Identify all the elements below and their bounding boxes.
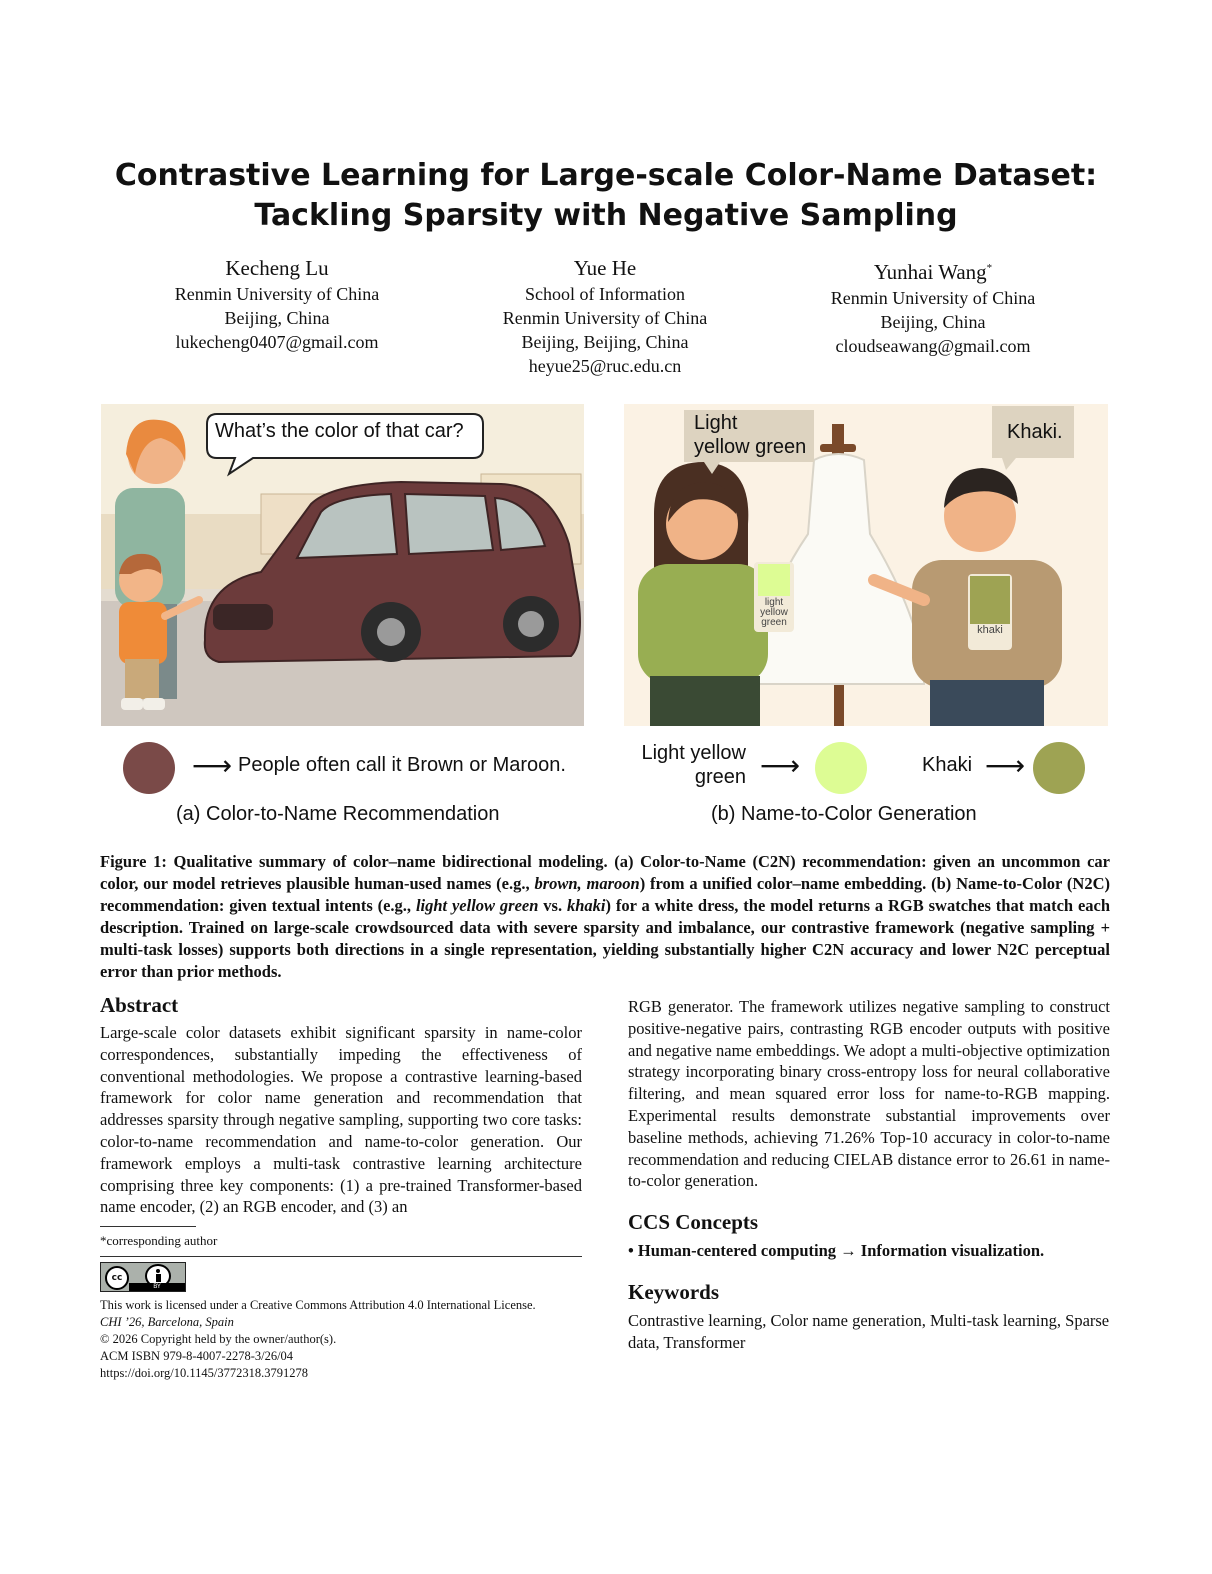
cc-by-badge [100,1262,186,1292]
cc-icon: cc [105,1266,129,1290]
swatch-brown [123,742,175,794]
footnote: *corresponding author [100,1233,218,1248]
license-statement: This work is licensed under a Creative Commons Attribution 4.0 International License. [100,1298,536,1312]
corresponding-mark: * [986,262,993,274]
author-department: School of Information [525,284,685,304]
cc-by-label: BY [129,1283,185,1291]
figure-panel-b [624,404,1108,726]
author-name: Kecheng Lu [225,256,329,280]
arrow-right-icon: ⟶ [192,750,233,781]
c2n-result-text: People often call it Brown or Maroon. [238,754,566,776]
copyright: © 2026 Copyright held by the owner/author(s). [100,1332,337,1346]
bubble-left-text: Light yellow green [694,412,807,458]
swatch-light-yellow-green [815,742,867,794]
keywords-text: Contrastive learning, Color name generation, Multi-task learning, Sparse data, Transformer [628,1311,1110,1352]
subfigure-caption-a: (a) Color-to-Name Recommendation [176,803,500,825]
doi-link[interactable]: https://doi.org/10.1145/3772318.3791278 [100,1366,308,1380]
title-line-2: Tackling Sparsity with Negative Sampling [254,198,958,233]
ccs-concepts: • Human-centered computing → Information visualization. [628,1241,1045,1260]
author-email: heyue25@ruc.edu.cn [528,356,682,376]
license-rule [100,1256,582,1257]
author-name: Yunhai Wang* [873,260,993,284]
author-email: lukecheng0407@gmail.com [175,332,379,352]
figure-caption: Figure 1: Qualitative summary of color–name bidirectional modeling. (a) Color-to-Name (C2N) recommendation: given an uncommon car color, our model retrieves plausible human-used names (e.g., brown, maroon) from a unified color–name embedding. (b) Name-to-Color (N2C) recommendation: given textual intents (e.g., light yellow green vs. khaki) for a white dress, the model returns a RGB swatches that match each description. Trained on large-scale crowdsourced data with severe sparsity and imbalance, our contrastive framework (negative sampling + multi-task losses) supports both directions in a single representation, yielding substantially higher C2N accuracy and lower N2C perceptual error than prior methods. [100,852,1111,981]
venue: CHI ’26, Barcelona, Spain [100,1315,234,1329]
ccs-heading: CCS Concepts [628,1210,759,1234]
isbn: ACM ISBN 979-8-4007-2278-3/26/04 [100,1349,294,1363]
abstract-text-right: RGB generator. The framework utilizes negative sampling to construct positive-negative pairs, contrasting RGB encoder outputs with positive and negative name embeddings. We adopt a multi-objective optimization strategy incorporating binary cross-entropy loss for neural collaborative filtering, and mean squared error loss for name-to-RGB mapping. Experimental results demonstrate substantial improvements over baseline methods, achieving 71.26% Top-10 accuracy in color-to-name recommendation and reducing CIELAB distance error to 26.61 in name-to-color generation. [628,997,1110,1191]
n2c-name-right: Khaki [922,754,973,776]
author-affiliation: Renmin University of China [502,308,708,328]
author-location: Beijing, Beijing, China [521,332,689,352]
author-block-1 [112,254,442,354]
author-affiliation: Renmin University of China [174,284,380,304]
arrow-right-icon: ⟶ [985,750,1026,781]
n2c-name-left: Light yellow green [641,742,746,788]
author-location: Beijing, China [880,312,986,332]
author-name: Yue He [573,256,637,280]
card-right-label: khaki [977,624,1003,636]
footnote-rule [100,1226,196,1227]
bubble-right-text: Khaki. [1007,421,1063,443]
swatch-khaki [1033,742,1085,794]
title-line-1: Contrastive Learning for Large-scale Color-Name Dataset: [114,158,1098,193]
author-affiliation: Renmin University of China [830,288,1036,308]
paper-title [0,156,1212,236]
author-email: cloudseawang@gmail.com [835,336,1031,356]
author-block-3 [768,254,1098,358]
abstract-heading: Abstract [100,993,179,1017]
subfigure-caption-b: (b) Name-to-Color Generation [711,803,977,825]
car-scene-illustration [101,404,584,726]
abstract-text-left: Large-scale color datasets exhibit significant sparsity in name-color correspondences, substantially impeding the effectiveness of conventional methodologies. We propose a contrastive learning-based framework for color name generation and recommendation that addresses sparsity through negative sampling, supporting two core tasks: color-to-name recommendation and name-to-color generation. Our framework employs a multi-task contrastive learning architecture comprising three key components: (1) a pre-trained Transformer-based name encoder, (2) an RGB encoder, and (3) an [100,1023,582,1217]
arrow-right-icon: ⟶ [760,750,801,781]
keywords-heading: Keywords [628,1280,719,1304]
figure-panel-a [101,404,584,726]
author-block-2 [440,254,770,378]
license-info [100,1297,600,1382]
speech-bubble-text: What’s the color of that car? [215,420,464,442]
author-location: Beijing, China [224,308,330,328]
card-left-label: light yellow green [760,597,788,628]
